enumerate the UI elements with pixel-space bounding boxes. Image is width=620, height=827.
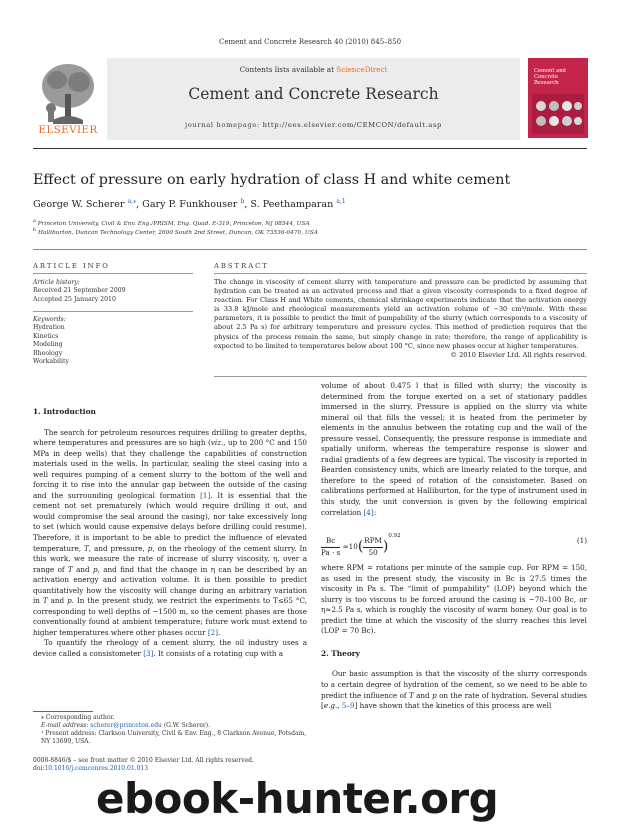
abstract-body [214,278,587,360]
author-affiliation-marker[interactable]: a,⁎ [127,198,137,205]
citation-link[interactable]: [4] [363,507,374,517]
section-heading-introduction: 1. Introduction [33,407,96,416]
keyword: Workability [33,358,69,366]
equation-approx: ≈10 [342,542,358,552]
intro-paragraph-2: To quantify the rheology of a cement slurry, the oil industry uses a device called a consistometer [3]. It consists of a rotating cup with a [33,638,307,659]
header-rule [33,148,587,149]
affiliation [33,228,587,236]
keywords-label: Keywords: [33,316,66,323]
equation-exponent: 0.92 [388,533,401,540]
intro-paragraph-1: The search for petroleum resources requires drilling to greater depths, where temperatures and pressures are so high (viz., up to 200 °C and 150 MPa in deep wells) that they challenge the capabilities of construction materials used in the wells. In particular, sealing the steel casing into a well requires pumping of a cement slurry to the bottom of the well and forcing it to rise into the annular gap between the outside of the casing and the surrounding geological formation [1]. It is essential that the cement not set prematurely (which would require drilling it out, and would compromise the seal around the casing), nor take excessively long to set (which would cause expensive delays before drilling could resume). Therefore, it is important to be able to predict the influence of elevated temperature, T, and pressure, p, on the rheology of the cement slurry. In this work, we measure the rate of increase of slurry viscosity, η, over a range of T and p, and find that the change in η can be described by an activation energy and activation volume. It is then possible to predict quantitatively how the viscosity will change during an arbitrary variation in T and p. In the present study, we restrict the experiments to T≤65 °C, corresponding to well depths of ~1500 m, so the cement phases are those conventionally found at ambient temperature; future work must extend to higher temperatures where other phases occur [2]. [33,427,308,637]
cover-artwork [532,94,584,134]
equation-1: $\frac{Bc}{Pa \cdot s}$ ≈10( $\frac{\text{RPM}}{50}$ )$^{0.92}$ (1) [321,533,587,557]
present-address-note: ¹ Present address: Clarkson University, Civil & Env. Eng., 8 Clarkson Avenue, Potsdam, NY 13699, USA. [41,730,307,745]
abstract-end-rule [214,376,587,377]
doi-line: doi:10.1016/j.cemconres.2010.01.013 [33,765,149,772]
contents-prefix: Contents lists available at [239,65,337,74]
section-rule [33,249,587,250]
corresponding-author-note: ⁎ Corresponding author. [41,714,115,721]
journal-homepage [107,121,520,129]
article-info-heading: ARTICLE INFO [33,262,110,270]
citation-link[interactable]: [1] [200,490,211,500]
keyword: Kinetics [33,332,59,340]
equation-rhs-fraction: $\frac{\text{RPM}}{50}$ [364,536,382,557]
keyword: Hydration [33,324,65,332]
keywords [33,316,193,366]
journal-citation: Cement and Concrete Research 40 (2010) 845–850 [218,38,402,46]
journal-title: Cement and Concrete Research [188,85,439,103]
author-name: George W. Scherer [33,199,125,211]
consistometer-paragraph: volume of about 0.475 l that is filled with slurry; the viscosity is determined from the torque exerted on a set of stationary paddles immersed in the slurry. Pressure is applied on the slurry via white mineral oil that fills the vessel; it is heated from the perimeter by elements in the annulus between the rotating cup and the wall of the pressure vessel. Consequently, the pressure response is immediate and spatially uniform, whereas the temperature response is slower and radial gradients of a few degrees are typical. The viscosity is reported in Bearden consistency units, which are linearly related to the torque, and therefore to the speed of rotation of the consistometer. Based on calibrations performed at Halliburton, for the type of instrument used in this study, the unit conversion is given by the following empirical correlation [4]: [321,381,587,517]
author-email-link[interactable]: scherer@princeton.edu [90,722,162,729]
affiliation-marker: a [33,219,36,224]
watermark-text: ebook-hunter.org [96,774,499,823]
left-column [33,407,307,660]
author-affiliation-marker[interactable]: a,1 [336,198,346,205]
affiliation-marker: b [33,228,37,233]
article-history [33,279,193,304]
issn-copyright: 0008-8846/$ – see front matter © 2010 Elsevier Ltd. All rights reserved. [33,757,254,764]
abstract-heading: ABSTRACT [214,262,269,270]
affiliation [33,219,587,227]
section-heading-theory: 2. Theory [321,648,360,658]
affiliation-text: Princeton University, Civil & Env. Eng./PRISM, Eng. Quad. E-319, Princeton, NJ 08544, USA [37,220,310,227]
affiliation-text: Halliburton, Duncan Technology Center, 2600 South 2nd Street, Duncan, OK 73536-0470, USA [37,229,318,236]
article-title: Effect of pressure on early hydration of class H and white cement [33,172,511,188]
abstract-copyright: © 2010 Elsevier Ltd. All rights reserved. [450,350,587,359]
abstract-text: The change in viscosity of cement slurry with temperature and pressure can be predicted by assuming that hydration can be treated as an activated process and that a given viscosity corresponds to a fixed degree of reaction. For Class H and White cements, chemical shrinkage experiments indicate that the activation energy is 33.8 kJ/mole and rheological measurements yield an activation volume of −30 cm³/mole. With these parameters, it is possible to predict the limit of pumpability of the slurry (which corresponds to a viscosity of about 2.5 Pa s) for arbitrary temperature and pressure cycles. This method of prediction requires that the physics of the process remain the same, but simply change in rate; therefore, the range of applicability is expected to be limited to temperatures below about 100 °C, since new phases occur at higher temperatures. [214,278,587,350]
footnote-rule [33,711,93,712]
history-label: Article history: [33,279,80,286]
article-info-rule [33,273,193,274]
keyword: Rheology [33,349,63,357]
author-name: S. Peethamparan [250,199,334,211]
theory-paragraph-1: Our basic assumption is that the viscosity of the slurry corresponds to a certain degree of hydration of the cement, so we need to be able to predict the influence of T and p on the rate of hydration. Several studies [e.g., 5–9] have shown that the kinetics of this process are well [321,669,587,711]
contents-line [107,65,520,74]
rpm-paragraph: where RPM = rotations per minute of the sample cup. For RPM = 150, as used in the present study, the viscosity in Bc is 27.5 times the viscosity in Pa s. The “limit of pumpability” (LOP) beyond which the slurry is too viscous to be forced around the casing is ~70–100 Bc, or η≈2.5 Pa s, which is roughly the viscosity of warm honey. Our goal is to predict the time at which the viscosity of the slurry reaches this level (LOP = 70 Bc). [321,563,587,636]
keyword: Modeling [33,341,63,349]
equation-lhs-fraction: $\frac{Bc}{Pa \cdot s}$ [321,536,341,557]
front-matter-info [33,757,333,773]
received-date: Received 21 September 2009 [33,287,126,295]
author-list: George W. Scherer $^{a,⁎}$, Gary P. Funkhouser $^b$, S. Peethamparan $^{a,1}$ [33,198,346,211]
cover-title: Cement and Concrete Research [534,68,566,86]
citation-link[interactable]: [2] [207,627,219,637]
homepage-url[interactable]: http://ees.elsevier.com/CEMCON/default.asp [262,121,442,129]
homepage-label: journal homepage: [185,121,263,129]
right-column [321,381,587,712]
elsevier-logo [33,58,103,138]
doi-link[interactable]: 10.1016/j.cemconres.2010.01.013 [44,765,149,772]
sciencedirect-link[interactable]: ScienceDirect [336,65,388,74]
keywords-rule [33,311,193,312]
equation-number: (1) [576,536,587,546]
abstract-rule [214,273,587,274]
author-name: Gary P. Funkhouser [142,199,238,211]
footnotes [33,714,307,746]
citation-link[interactable]: 5–9 [341,701,355,711]
journal-cover-image [528,58,588,138]
citation-link[interactable]: [3] [143,649,154,659]
accepted-date: Accepted 25 January 2010 [33,295,116,303]
author-affiliation-marker[interactable]: b [240,198,245,205]
publisher-name: ELSEVIER [38,124,98,136]
email-note: E-mail address: scherer@princeton.edu (G.W. Scherer). [41,722,210,729]
